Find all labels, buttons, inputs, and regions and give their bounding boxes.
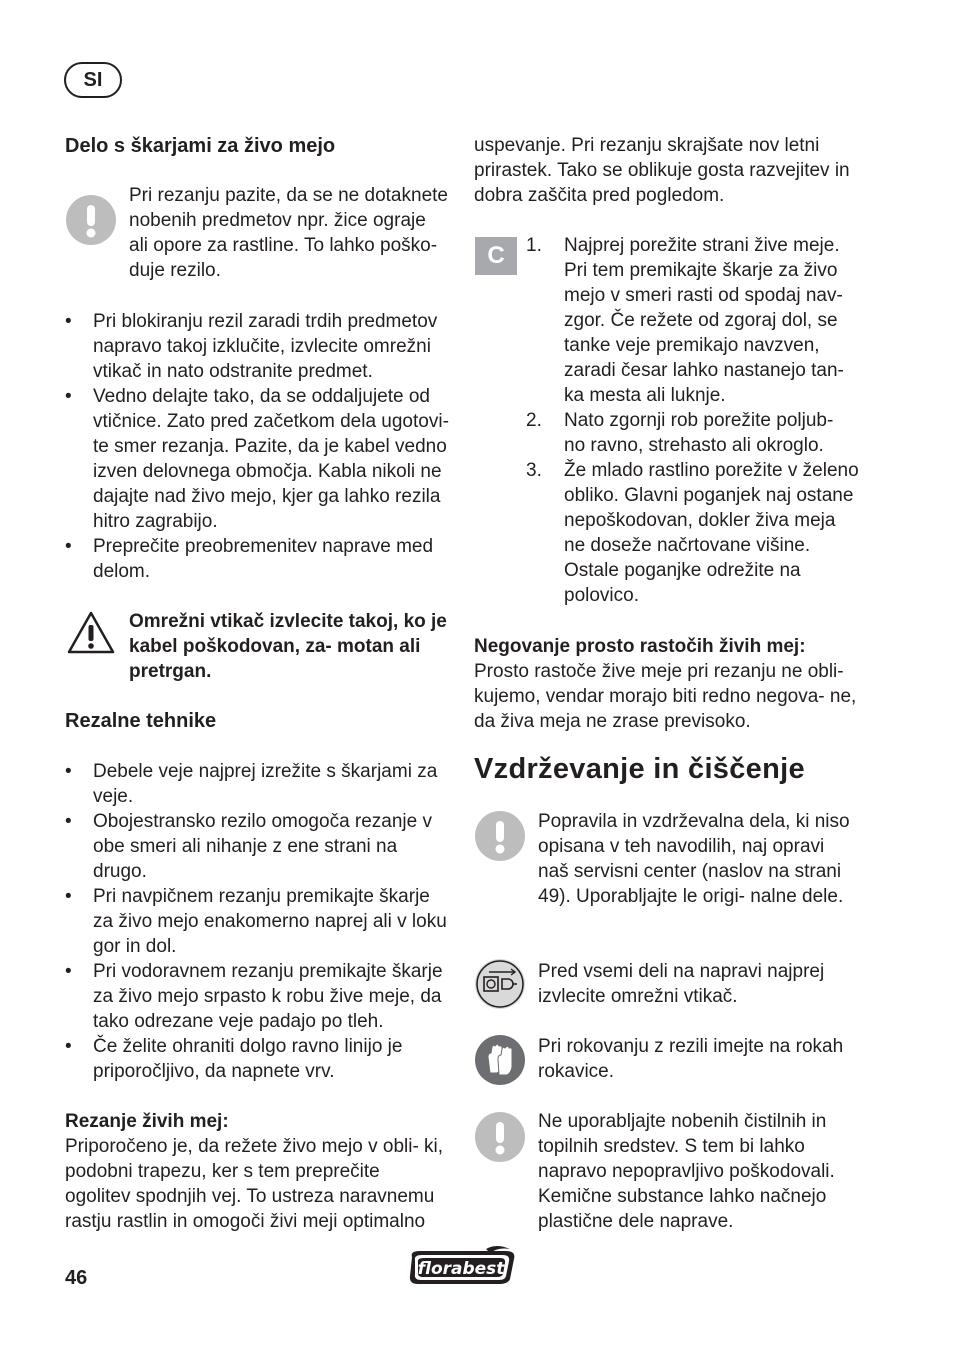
subheading-free-growing-hedges: Negovanje prosto rastočih živih mej: xyxy=(474,636,806,657)
paragraph-free-growing: Prosto rastoče žive meje pri rezanju ne obli- kujemo, vendar morajo biti redno negova- ne, da živa meja ne zrase previsoko. xyxy=(474,661,857,732)
figure-c-label: C xyxy=(475,237,517,275)
paragraph-continued: uspevanje. Pri rezanju skrajšate nov letni prirastek. Tako se oblikuje gosta razvejitev in dobra zaščita pred pogledom. xyxy=(474,135,850,206)
list-item: 3. Že mlado rastlino porežite v želeno obliko. Glavni poganjek naj ostane nepoškodovan, dokler živa meja ne doseže načrtovane višine. Ostale poganjke odrežite na polovico. xyxy=(526,460,859,606)
warning-damaged-cable: Omrežni vtikač izvlecite takoj, ko je kabel poškodovan, za- motan ali pretrgan. xyxy=(129,611,447,682)
safety-bullet-list xyxy=(65,309,450,584)
brand-logo xyxy=(406,1245,520,1294)
list-item: • Obojestransko rezilo omogoča rezanje v obe smeri ali nihanje z ene strani na drugo. xyxy=(65,809,450,884)
list-item: • Preprečite preobremenitev naprave med delom. xyxy=(65,534,450,584)
list-item: • Pri navpičnem rezanju premikajte škarje za živo mejo enakomerno naprej ali v loku gor in dol. xyxy=(65,884,450,959)
warning-triangle-icon xyxy=(66,610,116,663)
unplug-icon xyxy=(475,959,525,1009)
list-item: • Vedno delajte tako, da se oddaljujete od vtičnice. Zato pred začetkom dela ugotovi- te smer rezanja. Pazite, da je kabel vedno izven delovnega območja. Kabla nikoli ne dajajte nad živo mejo, kjer ga lahko rezila hitro zagrabijo. xyxy=(65,384,450,534)
section-title-maintenance: Vzdrževanje in čiščenje xyxy=(474,753,805,785)
list-item: • Debele veje najprej izrežite s škarjami za veje. xyxy=(65,759,450,809)
attention-icon xyxy=(66,195,116,245)
cutting-steps-list xyxy=(474,233,859,608)
section-title-hedge-shear-work: Delo s škarjami za živo mejo xyxy=(65,135,336,157)
language-badge: SI xyxy=(64,62,122,98)
page-number: 46 xyxy=(65,1267,88,1289)
note-unplug: Pred vsemi deli na napravi najprej izvlecite omrežni vtikač. xyxy=(538,961,825,1007)
note-blade-contact: Pri rezanju pazite, da se ne dotaknete nobenih predmetov npr. žice ograje ali opore za rastline. To lahko poško- duje rezilo. xyxy=(129,185,448,281)
section-title-cutting-techniques: Rezalne tehnike xyxy=(65,710,217,732)
list-item: • Pri blokiranju rezil zaradi trdih predmetov napravo takoj izklučite, izvlecite omrežni vtikač in nato odstranite predmet. xyxy=(65,309,450,384)
brand-name: florabest xyxy=(417,1259,505,1279)
subheading-cutting-hedges: Rezanje živih mej: xyxy=(65,1111,229,1132)
list-item: • Če želite ohraniti dolgo ravno linijo je priporočljivo, da napnete vrv. xyxy=(65,1034,450,1084)
note-cleaning-agents: Ne uporabljajte nobenih čistilnih in topilnih sredstev. S tem bi lahko napravo nepopravljivo poškodovali. Kemične substance lahko načnejo plastične dele naprave. xyxy=(538,1111,835,1232)
technique-bullet-list xyxy=(65,759,450,1084)
list-item: 1. Najprej porežite strani žive meje. Pri tem premikajte škarje za živo mejo v smeri rasti od spodaj nav- zgor. Če režete od zgoraj dol, se tanke veje premikajo navzven, zaradi česar lahko nastanejo tan- ka mesta ali luknje. xyxy=(526,235,844,406)
list-item: • Pri vodoravnem rezanju premikajte škarje za živo mejo srpasto k robu žive meje, da tako odrezane veje padajo po tleh. xyxy=(65,959,450,1034)
gloves-icon xyxy=(475,1035,525,1085)
attention-icon xyxy=(475,811,525,861)
paragraph-trapezoid-shape: Priporočeno je, da režete živo mejo v obli- ki, podobni trapezu, ker s tem preprečite ogolitev spodnjih vej. To ustreza naravnemu rastju rastlin in omogoči živi meji optimalno xyxy=(65,1136,444,1232)
attention-icon xyxy=(475,1112,525,1162)
note-repairs: Popravila in vzdrževalna dela, ki niso opisana v teh navodilih, naj opravi naš servisni center (naslov na strani 49). Uporabljajte le origi- nalne dele. xyxy=(538,811,850,907)
note-gloves: Pri rokovanju z rezili imejte na rokah rokavice. xyxy=(538,1036,844,1082)
list-item: 2. Nato zgornji rob porežite poljub- no ravno, strehasto ali okroglo. xyxy=(526,410,834,456)
